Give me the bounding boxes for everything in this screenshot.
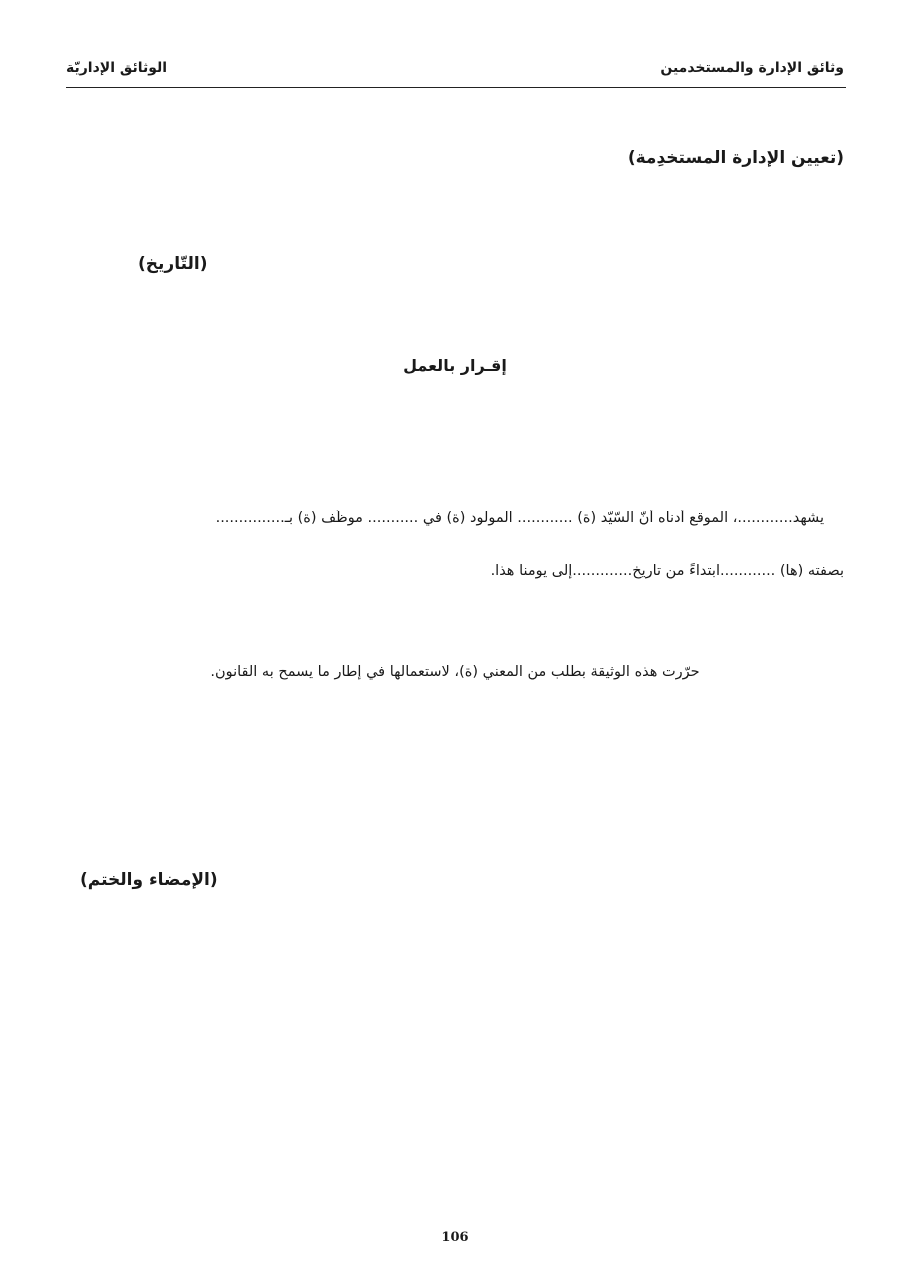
running-header-right: وثائق الإدارة والمستخدمين <box>660 60 844 76</box>
document-title: إقـرار بالعمل <box>403 356 507 375</box>
page-number: 106 <box>441 1230 469 1245</box>
declaration-line-2: بصفته (ها) ............ابتداءً من تاريخ.............إلى يومنا هذا. <box>490 563 844 579</box>
header-divider <box>66 87 846 88</box>
date-placeholder: (التّاريخ) <box>138 254 208 274</box>
running-header-left: الوثائق الإداريّة <box>66 60 168 76</box>
purpose-statement: حرّرت هذه الوثيقة بطلب من المعني (ة)، لاستعمالها في إطار ما يسمح به القانون. <box>210 664 700 680</box>
employing-administration-placeholder: (تعيين الإدارة المستخدِمة) <box>627 148 844 168</box>
declaration-line-1: يشهد............، الموقع أدناه أنّ السّيّد (ة) ............ المولود (ة) في ........... موظّف (ة) بـ............... <box>215 510 824 526</box>
signature-stamp-placeholder: (الإمضاء والختم) <box>80 870 218 890</box>
